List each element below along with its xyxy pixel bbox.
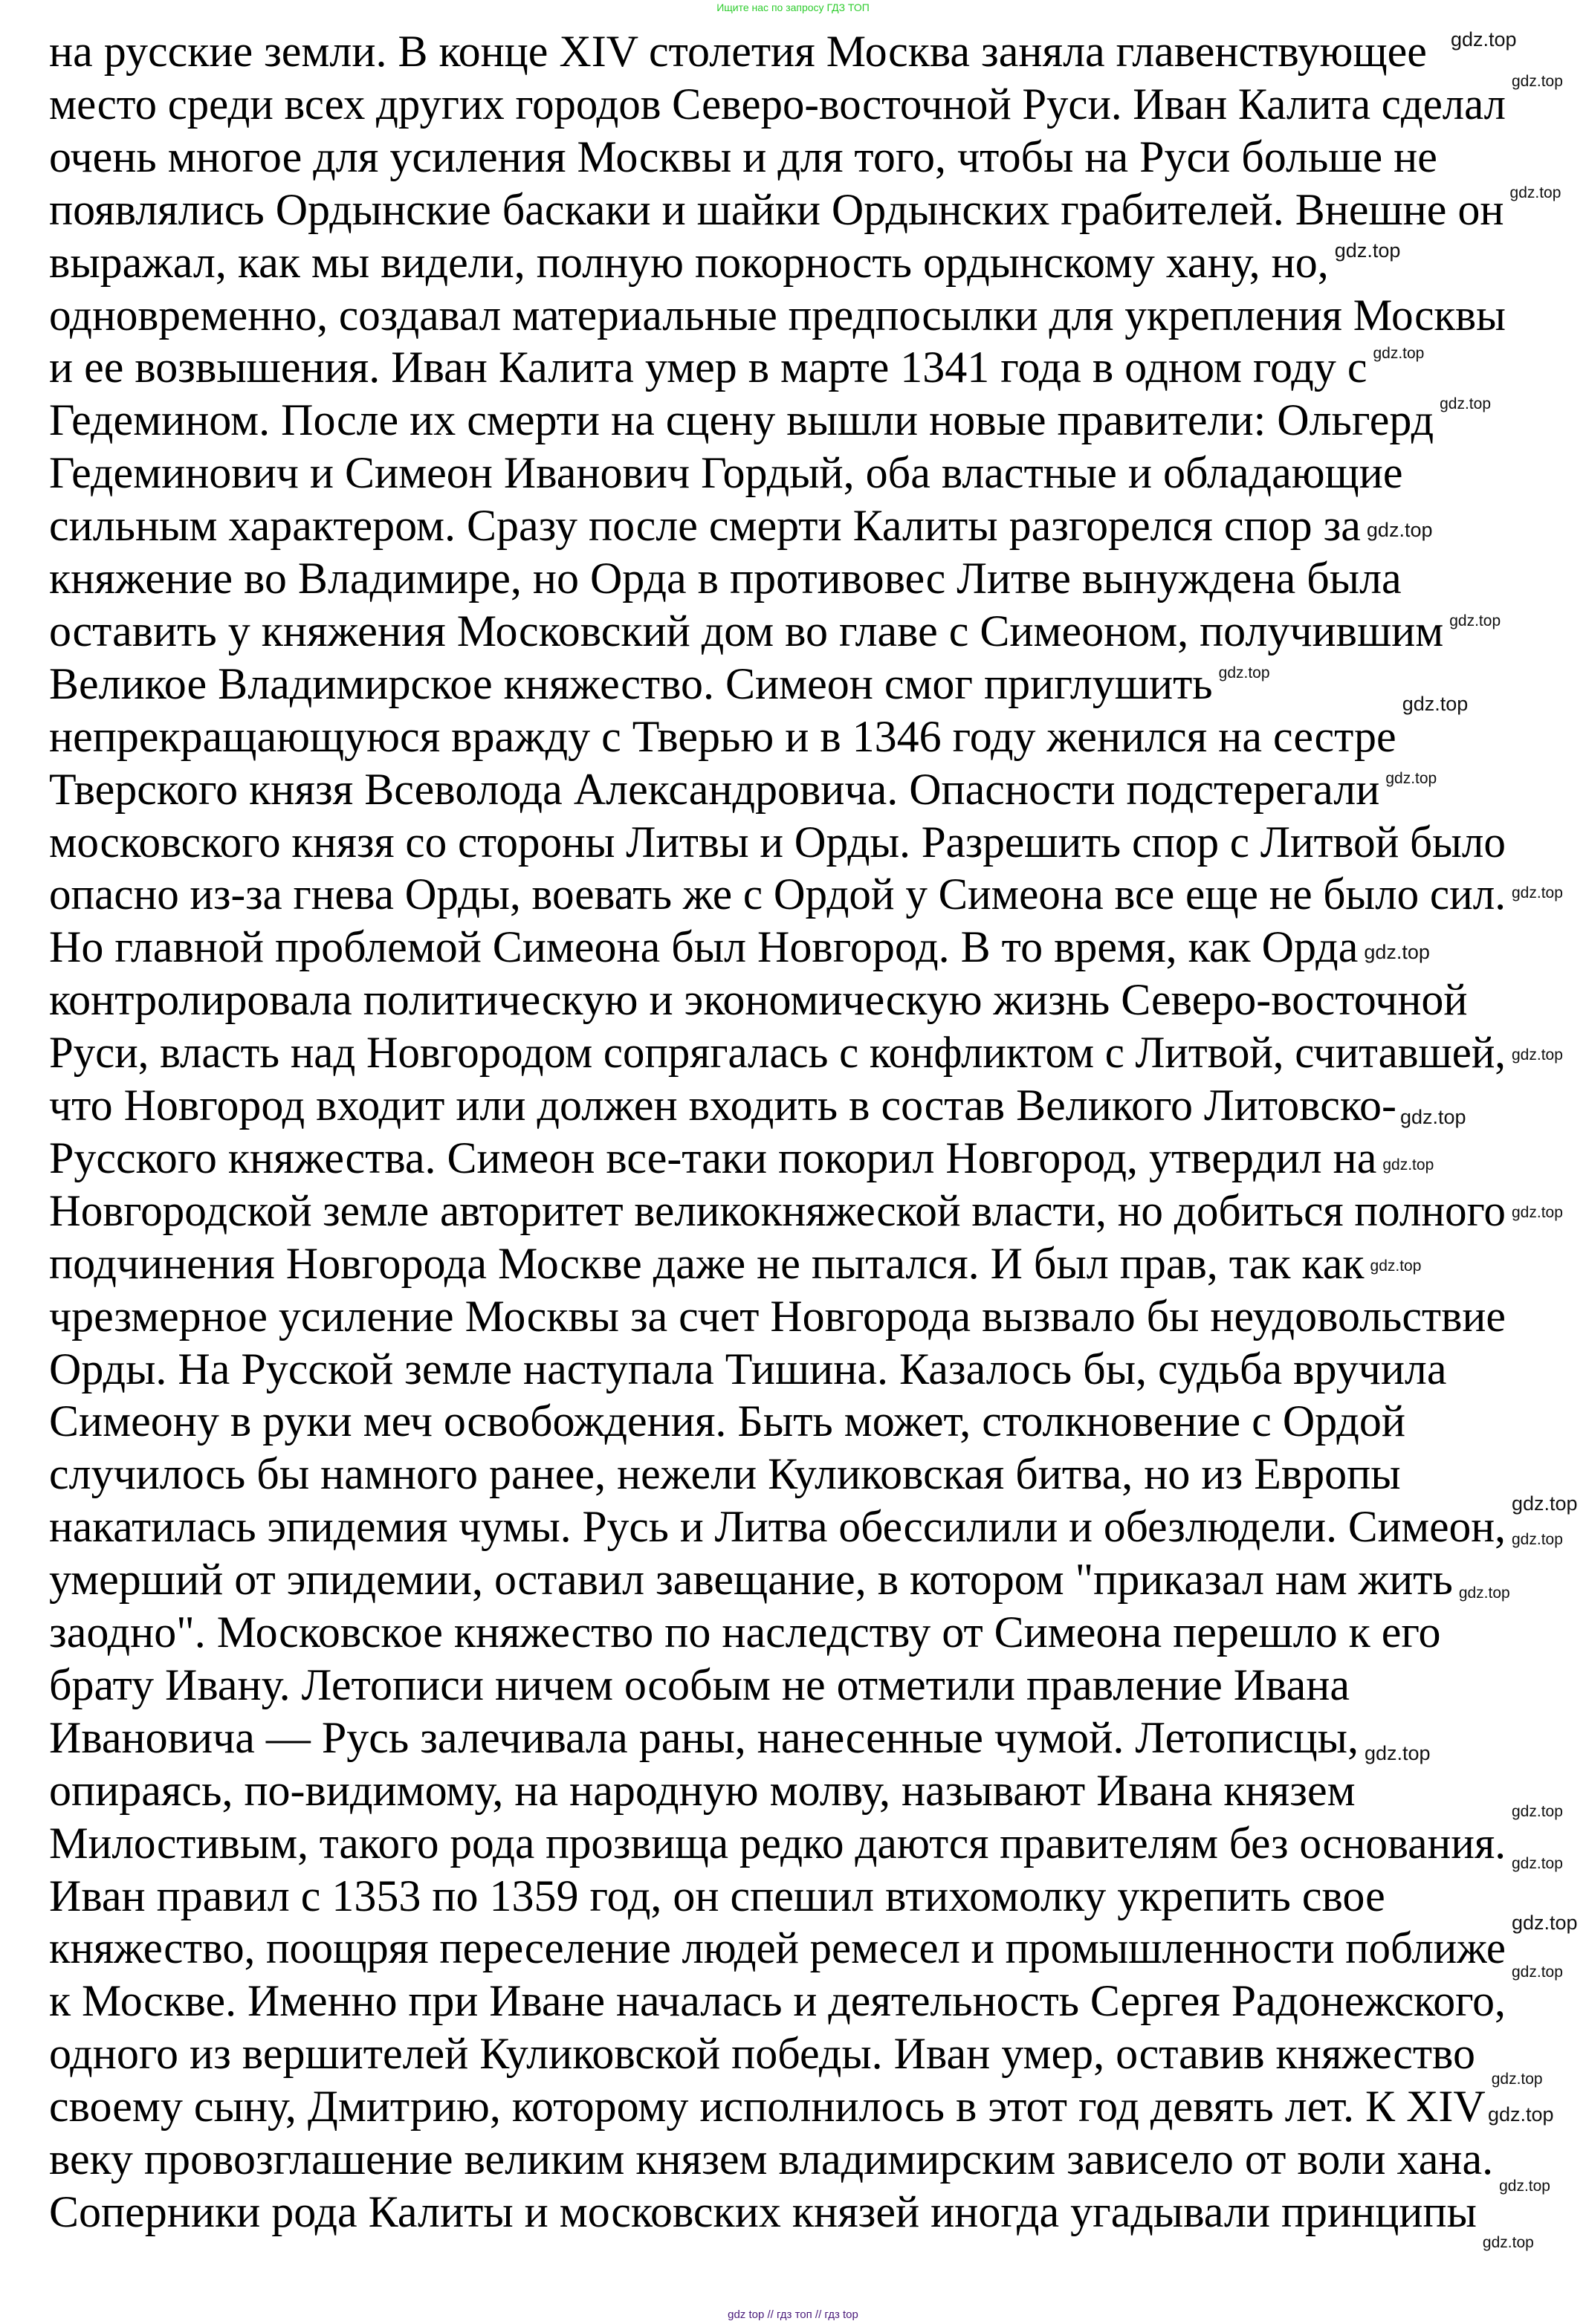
text-line: непрекращающуюся вражду с Тверью и в 1346 году женился на сестре xyxy=(49,711,1396,761)
watermark-text: gdz.top xyxy=(1364,941,1430,963)
text-line: оставить у княжения Московский дом во главе с Симеоном, получившим xyxy=(49,606,1444,656)
watermark-text: gdz.top xyxy=(1458,1585,1510,1602)
text-line: сильным характером. Сразу после смерти Калиты разгорелся спор за xyxy=(49,501,1361,551)
text-line: накатилась эпидемия чумы. Русь и Литва обессилили и обезлюдели. Симеон, xyxy=(49,1502,1506,1552)
text-line: появлялись Ордынские баскаки и шайки Ордынских грабителей. Внешне он xyxy=(49,184,1504,234)
watermark-text: gdz.top xyxy=(1499,2178,1550,2195)
text-line: Но главной проблемой Симеона был Новгород. В то время, как Орда xyxy=(49,922,1359,972)
watermark-text: gdz.top xyxy=(1440,395,1491,412)
watermark-text: gdz.top xyxy=(1512,1531,1563,1548)
text-line: место среди всех других городов Северо-восточной Руси. Иван Калита сделал xyxy=(49,79,1506,129)
watermark-text: gdz.top xyxy=(1512,1855,1563,1872)
watermark-text: gdz.top xyxy=(1364,1742,1431,1764)
watermark-text: gdz.top xyxy=(1482,2234,1534,2251)
text-line: опасно из-за гнева Орды, воевать же с Ордой у Симеона все еще не было сил. xyxy=(49,870,1506,919)
watermark-text: gdz.top xyxy=(1512,1492,1578,1515)
text-line: Ивановича — Русь залечивала раны, нанесенные чумой. Летописцы, xyxy=(49,1712,1359,1762)
text-line: веку провозглашение великим князем владимирским зависело от воли хана. xyxy=(49,2134,1494,2184)
text-line: Русского княжества. Симеон все-таки покорил Новгород, утвердил на xyxy=(49,1133,1377,1182)
text-line: Новгородской земле авторитет великокняжеской власти, но добиться полного xyxy=(49,1185,1506,1235)
text-line: контролировала политическую и экономическую жизнь Северо-восточной xyxy=(49,975,1468,1025)
watermark-text: gdz.top xyxy=(1366,519,1433,541)
watermark-text: gdz.top xyxy=(1449,612,1501,629)
watermark-text: gdz.top xyxy=(1512,1912,1578,1934)
text-line: Гедеминович и Симеон Иванович Гордый, оба властные и обладающие xyxy=(49,448,1403,498)
watermark-text: gdz.top xyxy=(1512,73,1563,90)
text-line: Тверского князя Всеволода Александровича. Опасности подстерегали xyxy=(49,764,1380,814)
footer-watermark: gdz top // гдз топ // гдз top xyxy=(728,2308,858,2321)
text-line: Гедемином. После их смерти на сцену вышли новые правители: Ольгерд xyxy=(49,395,1434,445)
text-line: княжество, поощряя переселение людей ремесел и промышленности поближе xyxy=(49,1923,1506,1973)
text-line: Симеону в руки меч освобождения. Быть может, столкновение с Ордой xyxy=(49,1396,1405,1446)
text-line: заодно". Московское княжество по наследству от Симеона перешло к его xyxy=(49,1608,1441,1657)
text-line: Орды. На Русской земле наступала Тишина. Казалось бы, судьба вручила xyxy=(49,1344,1447,1394)
text-line: одного из вершителей Куликовской победы. Иван умер, оставив княжество xyxy=(49,2029,1475,2079)
watermark-text: gdz.top xyxy=(1373,345,1425,362)
text-line: одновременно, создавал материальные предпосылки для укрепления Москвы xyxy=(49,290,1506,340)
text-line: выражал, как мы видели, полную покорность ордынскому хану, но, xyxy=(49,237,1329,287)
watermark-text: gdz.top xyxy=(1512,884,1563,902)
watermark-text: gdz.top xyxy=(1512,1803,1563,1820)
text-line: Руси, власть над Новгородом сопрягалась с конфликтом с Литвой, считавшей, xyxy=(49,1028,1506,1078)
watermark-text: gdz.top xyxy=(1370,1258,1422,1275)
text-line: и ее возвышения. Иван Калита умер в марте 1341 года в одном году с xyxy=(49,343,1367,392)
header-banner: Ищите нас по запросу ГДЗ ТОП xyxy=(716,1,870,13)
text-line: что Новгород входит или должен входить в состав Великого Литовско- xyxy=(49,1081,1396,1130)
watermark-text: gdz.top xyxy=(1512,1964,1563,1981)
watermark-text: gdz.top xyxy=(1509,184,1561,201)
text-line: случилось бы намного ранее, нежели Куликовская битва, но из Европы xyxy=(49,1449,1401,1499)
watermark-text: gdz.top xyxy=(1400,1106,1466,1128)
watermark-text: gdz.top xyxy=(1402,693,1469,715)
watermark-text: gdz.top xyxy=(1488,2103,1554,2126)
text-line: Иван правил с 1353 по 1359 год, он спешил втихомолку укрепить свое xyxy=(49,1871,1385,1920)
text-line: очень многое для усиления Москвы и для того, чтобы на Руси больше не xyxy=(49,132,1437,181)
text-line: подчинения Новгорода Москве даже не пытался. И был прав, так как xyxy=(49,1238,1365,1288)
text-line: Соперники рода Калиты и московских князей иногда угадывали принципы xyxy=(49,2187,1477,2236)
text-line: умерший от эпидемии, оставил завещание, в котором "приказал нам жить xyxy=(49,1555,1453,1605)
text-line: Великое Владимирское княжество. Симеон смог приглушить xyxy=(49,658,1213,708)
watermark-text: gdz.top xyxy=(1451,28,1517,51)
text-line: брату Ивану. Летописи ничем особым не отметили правление Ивана xyxy=(49,1660,1350,1709)
text-line: своему сыну, Дмитрию, которому исполнилось в этот год девять лет. К XIV xyxy=(49,2082,1486,2132)
text-line: московского князя со стороны Литвы и Орды. Разрешить спор с Литвой было xyxy=(49,817,1506,867)
text-line: на русские земли. В конце XIV столетия Москва заняла главенствующее xyxy=(49,27,1427,76)
text-line: к Москве. Именно при Иване началась и деятельность Сергея Радонежского, xyxy=(49,1976,1506,2026)
text-line: княжение во Владимире, но Орда в противовес Литве вынуждена была xyxy=(49,554,1402,603)
watermark-text: gdz.top xyxy=(1385,770,1437,787)
watermark-text: gdz.top xyxy=(1512,1204,1563,1221)
watermark-text: gdz.top xyxy=(1512,1046,1563,1064)
watermark-text: gdz.top xyxy=(1334,239,1401,262)
watermark-text: gdz.top xyxy=(1382,1156,1434,1174)
text-line: Милостивым, такого рода прозвища редко даются правителям без основания. xyxy=(49,1818,1506,1868)
watermark-text: gdz.top xyxy=(1491,2071,1543,2088)
text-line: чрезмерное усиление Москвы за счет Новгорода вызвало бы неудовольствие xyxy=(49,1291,1506,1341)
text-line: опираясь, по-видимому, на народную молву, называют Ивана князем xyxy=(49,1765,1356,1815)
watermark-text: gdz.top xyxy=(1218,664,1270,682)
